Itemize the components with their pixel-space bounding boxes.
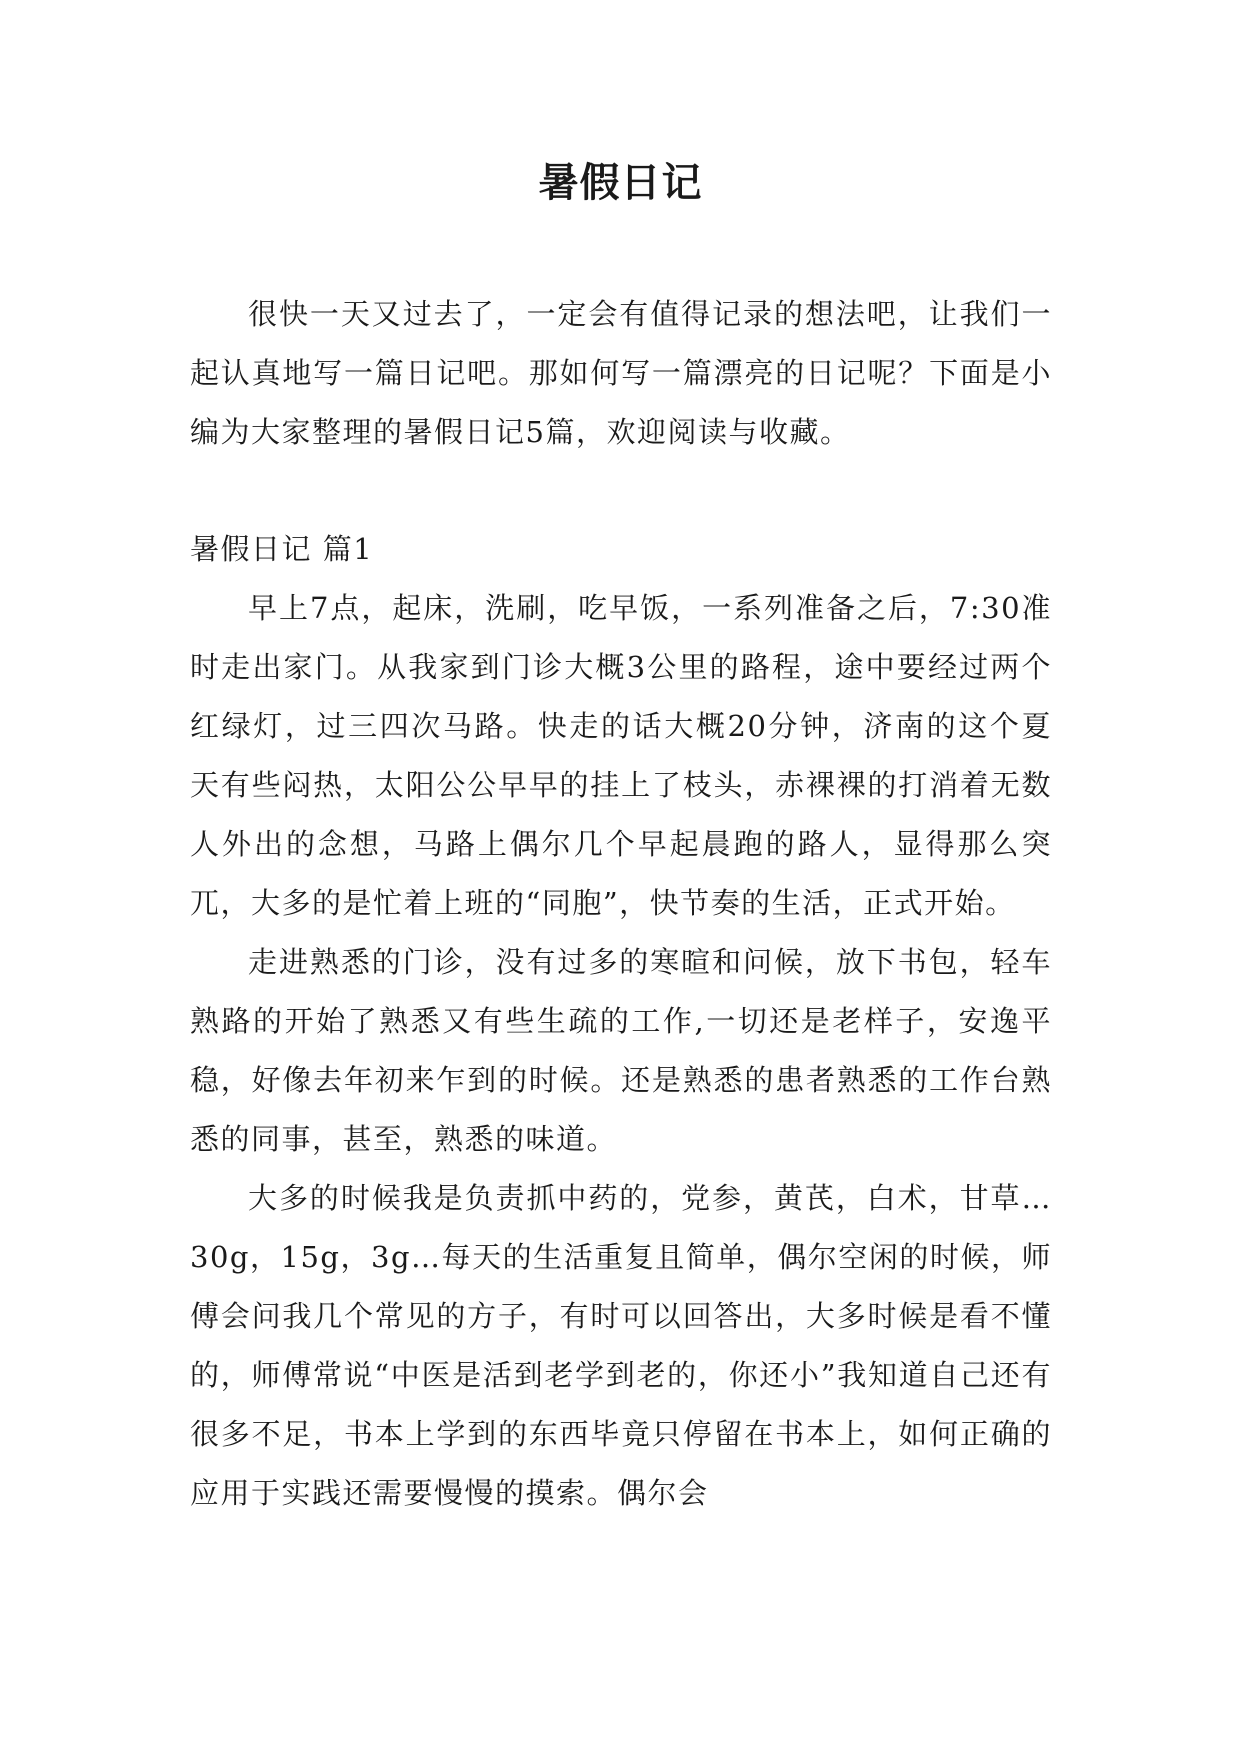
article-paragraph-2: 走进熟悉的门诊，没有过多的寒暄和问候，放下书包，轻车熟路的开始了熟悉又有些生疏的工作,一切还是老样子，安逸平稳，好像去年初来乍到的时候。还是熟悉的患者熟悉的工作台熟悉的同事，甚至，熟悉的味道。 (190, 945, 1052, 1156)
intro-paragraph: 很快一天又过去了，一定会有值得记录的想法吧，让我们一起认真地写一篇日记吧。那如何写一篇漂亮的日记呢？下面是小编为大家整理的暑假日记5篇，欢迎阅读与收藏。 (190, 297, 1052, 449)
article-paragraph-3: 大多的时候我是负责抓中药的，党参，黄芪，白术，甘草…30g，15g，3g…每天的生活重复且简单，偶尔空闲的时候，师傅会问我几个常见的方子，有时可以回答出，大多时候是看不懂的，师傅常说“中医是活到老学到老的，你还小”我知道自己还有很多不足，书本上学到的东西毕竟只停留在书本上，如何正确的应用于实践还需要慢慢的摸索。偶尔会 (190, 1181, 1052, 1510)
article-paragraph-1: 早上7点，起床，洗刷，吃早饭，一系列准备之后，7:30准时走出家门。从我家到门诊大概3公里的路程，途中要经过两个红绿灯，过三四次马路。快走的话大概20分钟，济南的这个夏天有些闷热，太阳公公早早的挂上了枝头，赤裸裸的打消着无数人外出的念想，马路上偶尔几个早起晨跑的路人，显得那么突兀，大多的是忙着上班的“同胞”，快节奏的生活，正式开始。 (190, 591, 1052, 920)
section-heading: 暑假日记 篇1 (190, 532, 374, 566)
document-title: 暑假日记 (538, 160, 703, 206)
article-block (190, 520, 1052, 1523)
intro-block (190, 285, 1052, 462)
